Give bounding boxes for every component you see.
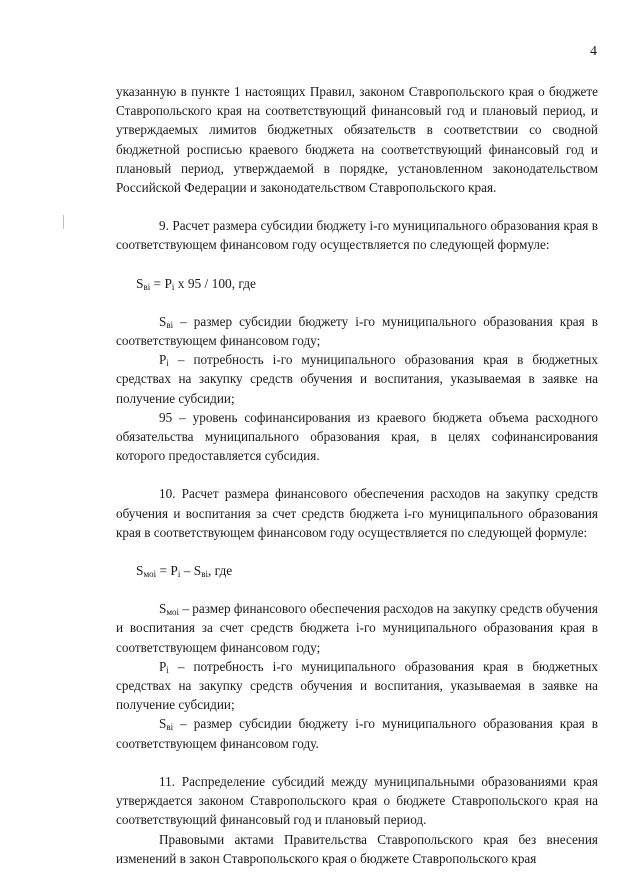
p10-d1-text: – размер финансового обеспечения расходов на закупку средств обучения и воспитания за счет средств бюджета i-го муниципального образования края в соответствующем финансовом году; xyxy=(116,601,598,655)
formula-10-minus: – S xyxy=(180,563,202,579)
formula-10-p-sub: i xyxy=(177,569,181,580)
p10-d1-sub: моi xyxy=(166,607,180,618)
p10-d2-text: – потребность i-го муниципального образования края в бюджетных средствах на закупку средств обучения и воспитания, указываемая в заявке на получение субсидии; xyxy=(116,658,598,713)
document-body xyxy=(116,82,598,868)
p10-definition-p xyxy=(116,657,598,715)
paragraph-9: 9. Расчет размера субсидии бюджету i-го муниципального образования края в соответствующем финансовом году осуществляется по следующей формуле: xyxy=(116,218,598,253)
formula-10-tail: , где xyxy=(207,563,233,579)
formula-9 xyxy=(116,274,598,293)
formula-9-s-sub: вi xyxy=(143,281,151,292)
formula-10 xyxy=(116,561,598,580)
p10-d1-sym: S xyxy=(159,601,167,617)
p9-d1-text: – размер субсидии бюджету i-го муниципального образования края в соответствующем финансовом году; xyxy=(116,313,598,349)
p10-d3-sub: вi xyxy=(166,722,174,733)
p10-d2-sub: i xyxy=(166,664,169,675)
p9-d2-sym: P xyxy=(159,352,167,368)
intro-paragraph: указанную в пункте 1 настоящих Правил, законом Ставропольского края о бюджете Ставропольского края на соответствующий финансовый год и плановый период, и утверждаемых лимитов бюджетных обязательств в соответствии со сводной бюджетной росписью краевого бюджета на соответствующий финансовый год и плановый период, утверждаемой в порядке, установленном законодательством Российской Федерации и законодательством Ставропольского края. xyxy=(116,84,598,196)
p9-definition-95: 95 – уровень софинансирования из краевого бюджета объема расходного обязательства муниципального образования края, в целях софинансирования которого предоставляется субсидия. xyxy=(116,409,598,464)
p10-d2-sym: P xyxy=(159,658,167,674)
page-number: 4 xyxy=(590,44,597,59)
p9-definition-p xyxy=(116,350,598,408)
p9-d1-sub: вi xyxy=(166,319,174,330)
p9-definition-s xyxy=(116,312,598,350)
formula-10-s-sub: моi xyxy=(143,569,157,580)
formula-9-tail: x 95 / 100, где xyxy=(174,275,256,291)
p10-definition-sv xyxy=(116,714,598,752)
formula-9-p-sub: i xyxy=(171,281,175,292)
formula-10-s: S xyxy=(136,563,144,579)
p9-d1-sym: S xyxy=(159,313,167,329)
paragraph-10: 10. Расчет размера финансового обеспечения расходов на закупку средств обучения и воспитания за счет средств бюджета i-го муниципального образования края в соответствующем финансовом году осуществляется по следующей формуле: xyxy=(116,486,598,540)
formula-9-eq: = P xyxy=(150,275,172,291)
formula-9-s: S xyxy=(136,275,144,291)
p10-definition-smo xyxy=(116,599,598,657)
p9-d2-text: – потребность i-го муниципального образования края в бюджетных средствах на закупку средств обучения и воспитания, указываемая в заявке на получение субсидии; xyxy=(116,352,598,406)
margin-mark xyxy=(63,215,64,229)
p9-d2-sub: i xyxy=(166,358,169,369)
paragraph-11-continued: Правовыми актами Правительства Ставропольского края без внесения изменений в закон Ставропольского края о бюджете Ставропольского края xyxy=(116,831,598,866)
p10-d3-text: – размер субсидии бюджету i-го муниципального образования края в соответствующем финансовом году. xyxy=(116,716,598,751)
formula-10-eq: = P xyxy=(156,563,178,579)
paragraph-11: 11. Распределение субсидий между муниципальными образованиями края утверждается законом Ставропольского края о бюджете Ставропольского края на соответствующий финансовый год и плановый период. xyxy=(116,773,598,828)
formula-10-s2-sub: вi xyxy=(201,569,208,580)
p10-d3-sym: S xyxy=(159,716,167,732)
